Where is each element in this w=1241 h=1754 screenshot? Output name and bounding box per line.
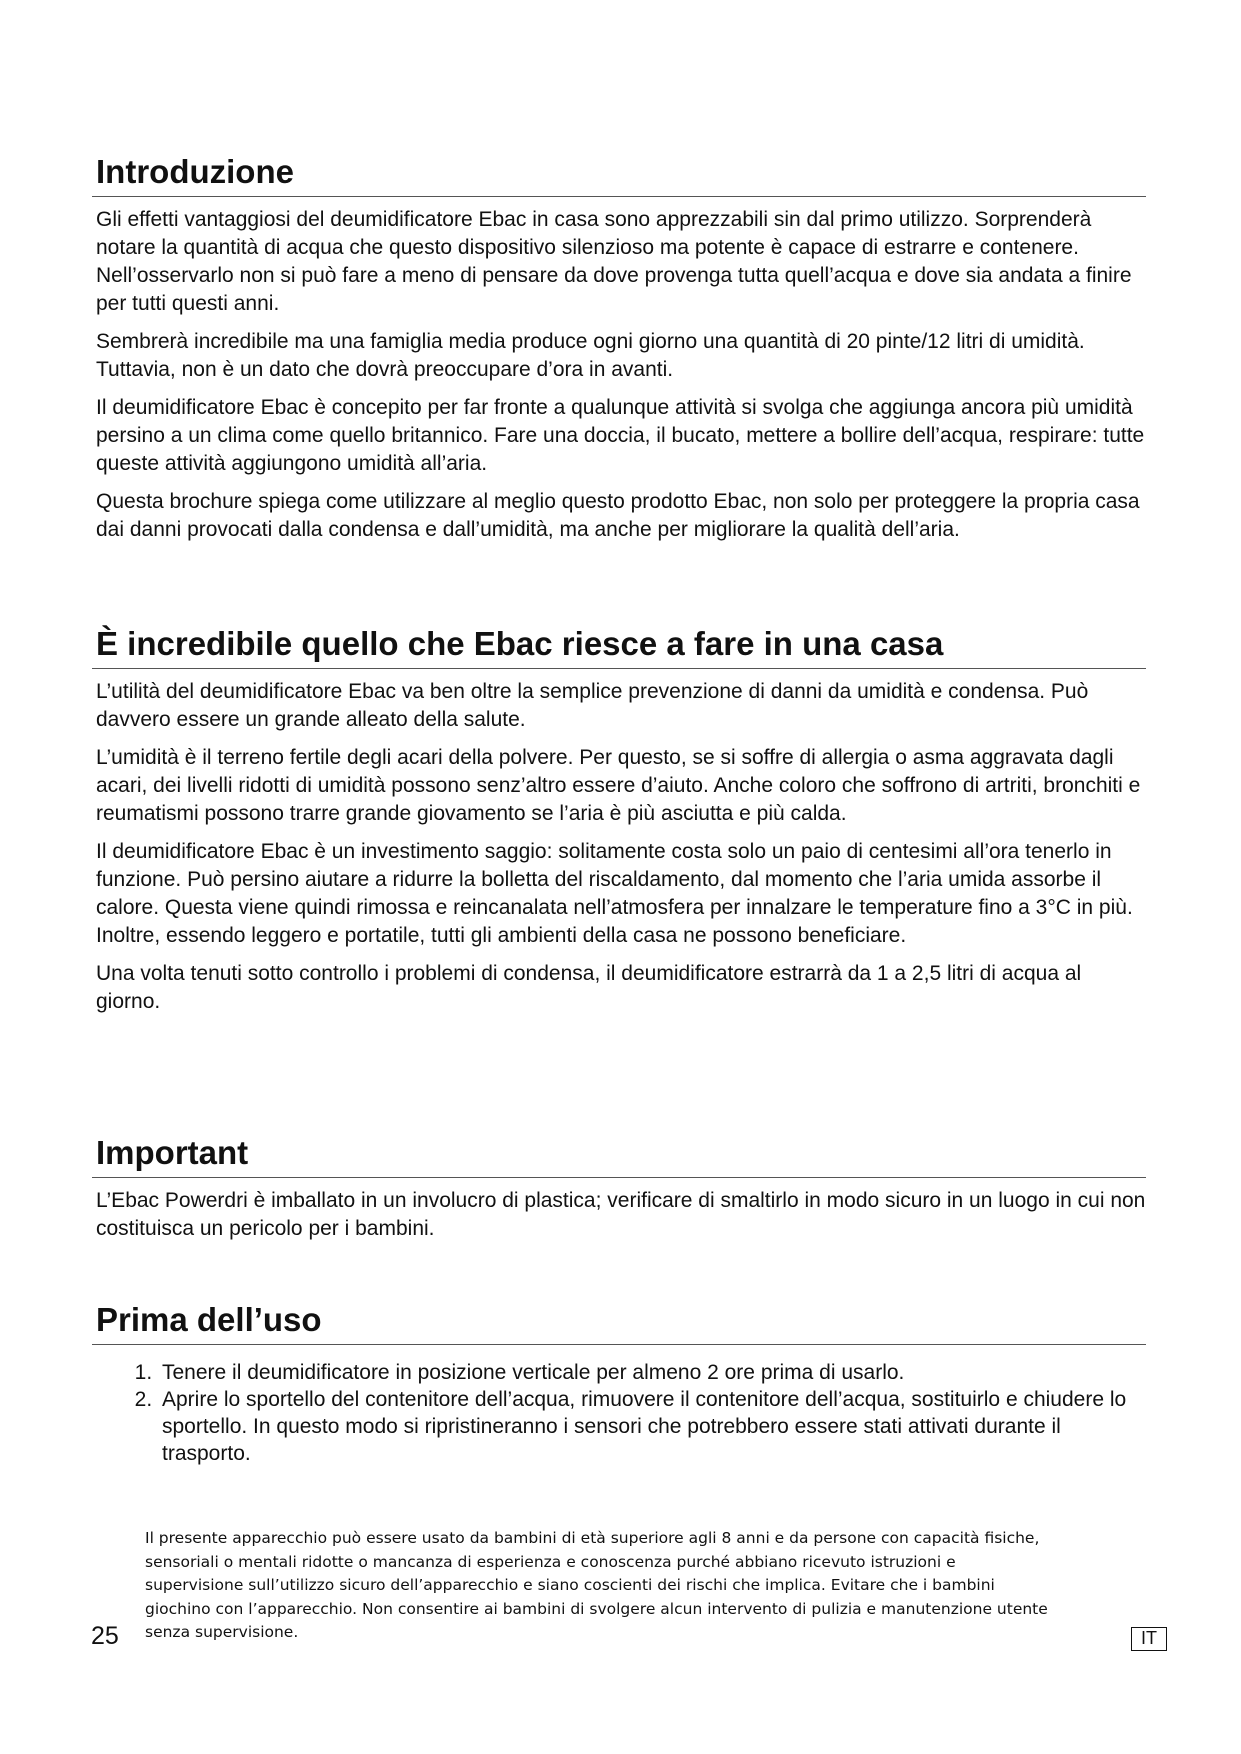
section-important [96, 1133, 1146, 1253]
paragraph: Questa brochure spiega come utilizzare al meglio questo prodotto Ebac, non solo per proteggere la propria casa dai danni provocati dalla condensa e dall’umidità, ma anche per migliorare la qualità dell’aria. [96, 490, 1140, 541]
step-item: 2. Aprire lo sportello del contenitore dell’acqua, rimuovere il contenitore dell’acqua, sostituirlo e chiudere lo sportello. In questo modo si ripristineranno i sensori che potrebbero essere stati attivati durante il trasporto. [158, 1386, 1146, 1467]
paragraph: Sembrerà incredibile ma una famiglia media produce ogni giorno una quantità di 20 pinte/12 litri di umidità. Tuttavia, non è un dato che dovrà preoccupare d’ora in avanti. [96, 330, 1085, 381]
section-title: Important [92, 1133, 1146, 1178]
language-badge: IT [1131, 1627, 1167, 1651]
section-title: Introduzione [92, 152, 1146, 197]
paragraph: L’umidità è il terreno fertile degli acari della polvere. Per questo, se si soffre di allergia o asma aggravata dagli acari, dei livelli ridotti di umidità possono senz’altro essere d’aiuto. Anche coloro che soffrono di artriti, bronchiti e reumatismi possono trarre grande giovamento se l’aria è più asciutta e più calda. [96, 746, 1141, 825]
section-introduzione [96, 152, 1146, 554]
section-title: Prima dell’uso [92, 1300, 1146, 1345]
step-item: 1. Tenere il deumidificatore in posizione verticale per almeno 2 ore prima di usarlo. [158, 1359, 1146, 1386]
section-incredibile [96, 624, 1146, 1026]
paragraph: Una volta tenuti sotto controllo i problemi di condensa, il deumidificatore estrarrà da 1 a 2,5 litri di acqua al giorno. [96, 962, 1082, 1013]
steps-list [96, 1359, 1146, 1467]
page-number: 25 [91, 1622, 119, 1650]
section-prima-dell-uso [96, 1300, 1146, 1467]
paragraph: L’utilità del deumidificatore Ebac va ben oltre la semplice prevenzione di danni da umidità e condensa. Può davvero essere un grande alleato della salute. [96, 680, 1089, 731]
paragraph: Il deumidificatore Ebac è concepito per far fronte a qualunque attività si svolga che aggiunga ancora più umidità persino a un clima come quello britannico. Fare una doccia, il bucato, mettere a bollire dell’acqua, respirare: tutte queste attività aggiungono umidità all’aria. [96, 396, 1145, 475]
paragraph: Gli effetti vantaggiosi del deumidificatore Ebac in casa sono apprezzabili sin dal primo utilizzo. Sorprenderà notare la quantità di acqua che questo dispositivo silenzioso ma potente è capace di estrarre e contenere. Nell’osservarlo non si può fare a meno di pensare da dove provenga tutta quell’acqua e dove sia andata a finire per tutti questi anni. [96, 208, 1132, 315]
section-title: È incredibile quello che Ebac riesce a fare in una casa [92, 624, 1146, 669]
safety-note: Il presente apparecchio può essere usato da bambini di età superiore agli 8 anni e da persone con capacità fisiche, sensoriali o mentali ridotte o mancanza di esperienza e conoscenza purché abbiano ricevuto istruzioni e supervisione sull’utilizzo sicuro dell’apparecchio e siano coscienti dei rischi che implica. Evitare che i bambini giochino con l’apparecchio. Non consentire ai bambini di svolgere alcun intervento di pulizia e manutenzione utente senza supervisione. [145, 1529, 1048, 1641]
paragraph: Il deumidificatore Ebac è un investimento saggio: solitamente costa solo un paio di centesimi all’ora tenerlo in funzione. Può persino aiutare a ridurre la bolletta del riscaldamento, dal momento che l’aria umida assorbe il calore. Questa viene quindi rimossa e reincanalata nell’atmosfera per innalzare le temperature fino a 3°C in più. Inoltre, essendo leggero e portatile, tutti gli ambienti della casa ne possono beneficiare. [96, 840, 1133, 947]
paragraph: L’Ebac Powerdri è imballato in un involucro di plastica; verificare di smaltirlo in modo sicuro in un luogo in cui non costituisca un pericolo per i bambini. [96, 1189, 1146, 1240]
